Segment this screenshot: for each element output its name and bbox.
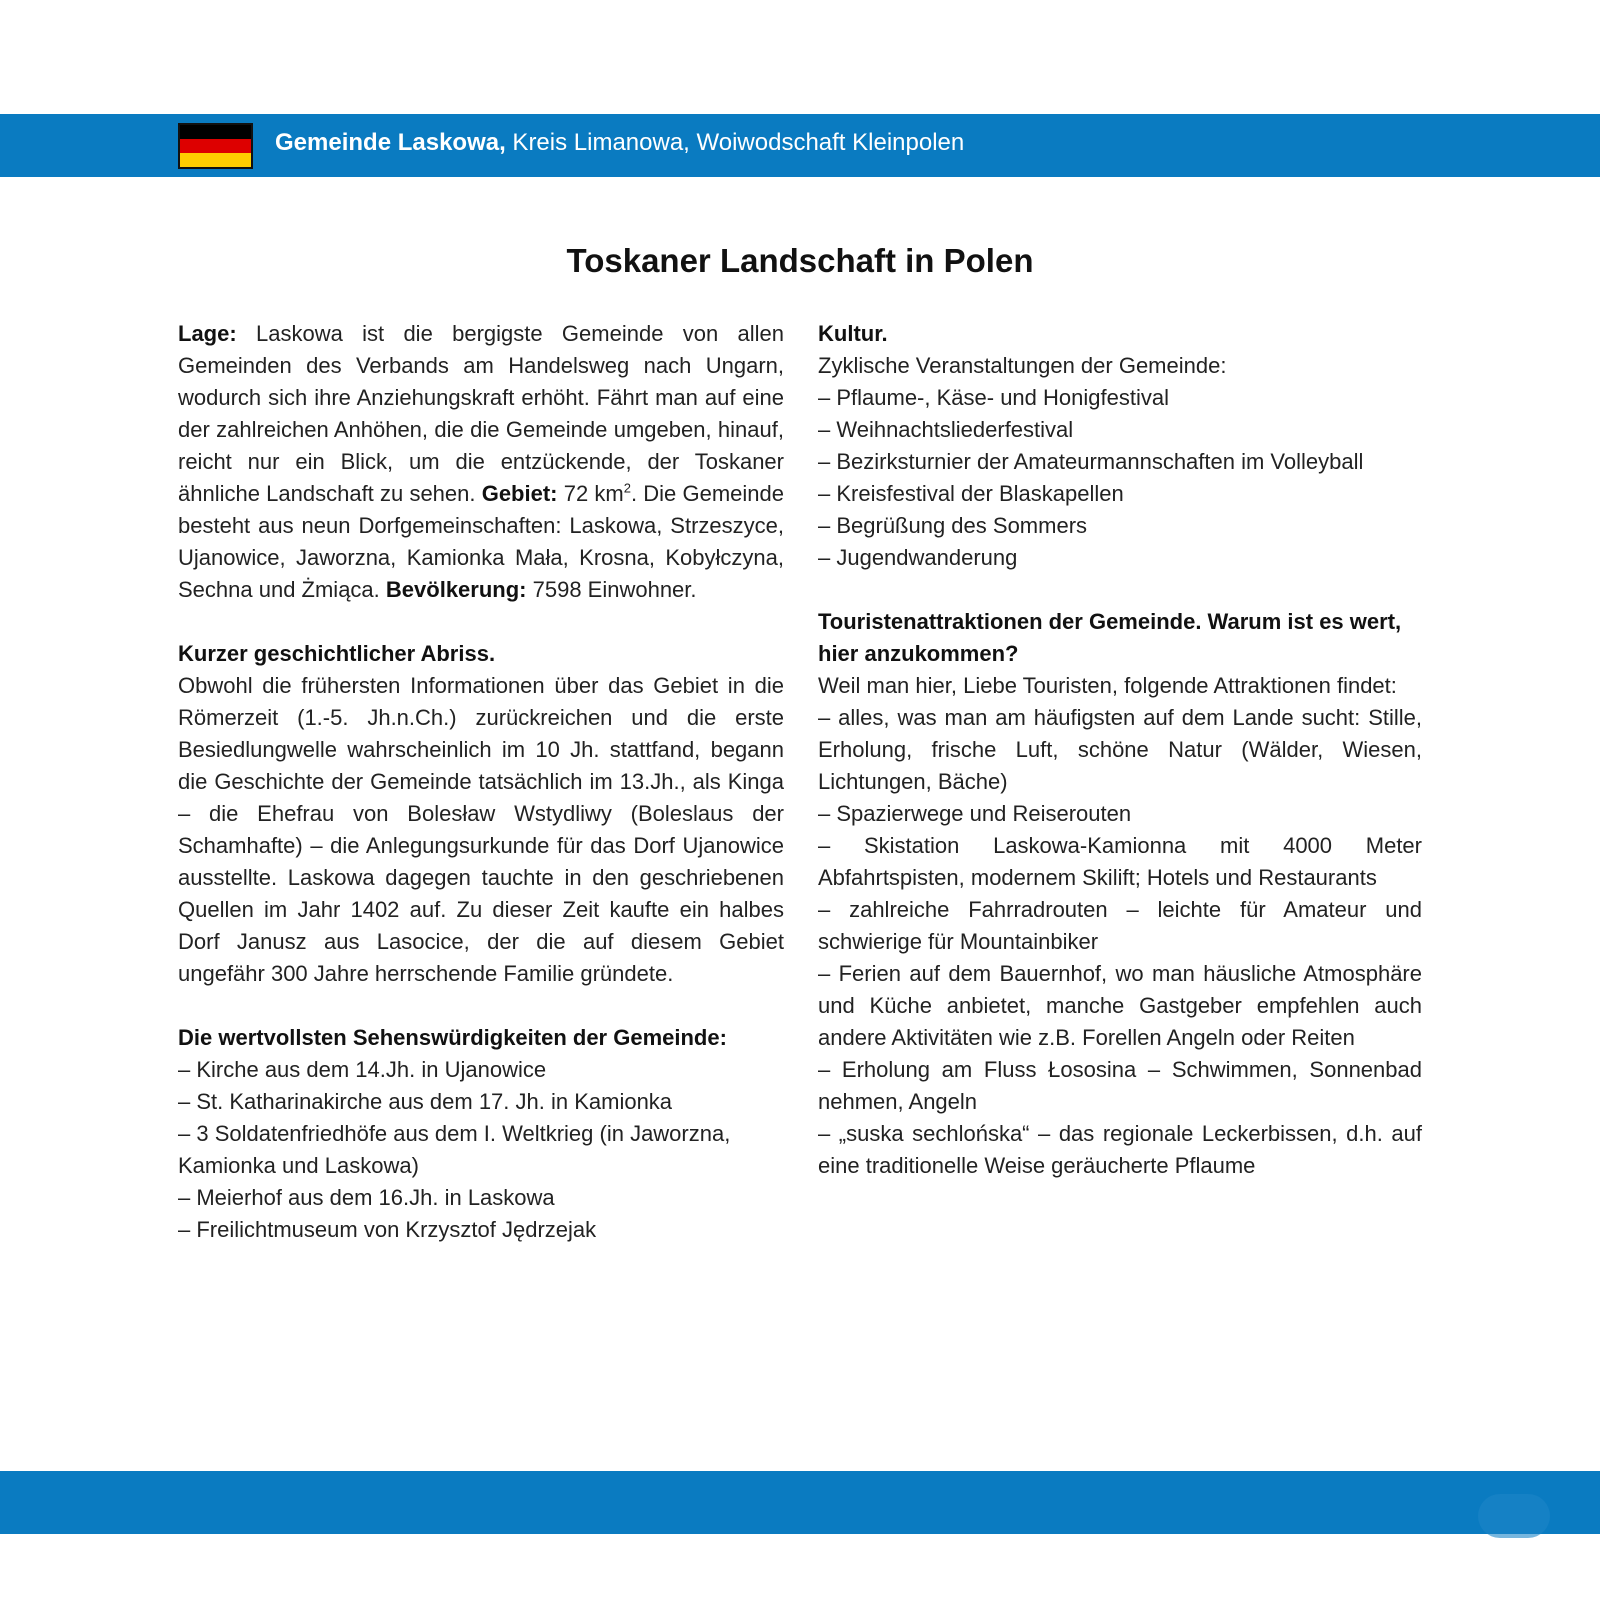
flag-stripe-red	[180, 139, 251, 153]
location-label: Lage:	[178, 321, 237, 346]
left-column	[178, 318, 784, 1246]
list-item: – Kreisfestival der Blaskapellen	[818, 481, 1124, 506]
population-label: Bevölkerung:	[385, 577, 527, 602]
location-paragraph	[178, 318, 784, 606]
list-item: – Begrüßung des Sommers	[818, 513, 1088, 538]
list-item: – 3 Soldatenfriedhöfe aus dem I. Weltkrieg (in Jaworzna, Kamionka und Laskowa)	[178, 1121, 731, 1178]
tourist-intro: Weil man hier, Liebe Touristen, folgende Attraktionen findet:	[818, 673, 1397, 698]
right-column	[818, 318, 1422, 1182]
list-item: – Kirche aus dem 14.Jh. in Ujanowice	[178, 1057, 547, 1082]
list-item: – Spazierwege und Reiserouten	[818, 801, 1132, 826]
area-text: . Die Gemeinde besteht aus neun Dorfgemeinschaften: Laskowa, Strzeszyce, Ujanowice, Jaworzna, Kamionka Mała, Krosna, Kobyłczyna, Sechna und Żmiąca.	[178, 481, 784, 602]
sights-heading: Die wertvollsten Sehenswürdigkeiten der Gemeinde:	[178, 1025, 727, 1050]
list-item: – St. Katharinakirche aus dem 17. Jh. in Kamionka	[178, 1089, 673, 1114]
population-text: 7598 Einwohner.	[526, 577, 697, 602]
area-value: 72 km	[557, 481, 624, 506]
list-item: – „suska sechlońska“ – das regionale Leckerbissen, d.h. auf eine traditionelle Weise geräucherte Pflaume	[818, 1121, 1422, 1178]
list-item: – alles, was man am häufigsten auf dem Lande sucht: Stille, Erholung, frische Luft, schöne Natur (Wälder, Wiesen, Lichtungen, Bäche)	[818, 705, 1422, 794]
list-item: – Freilichtmuseum von Krzysztof Jędrzejak	[178, 1217, 597, 1242]
german-flag-icon	[178, 123, 253, 169]
area-label: Gebiet:	[481, 481, 558, 506]
header-title	[275, 129, 964, 157]
culture-intro: Zyklische Veranstaltungen der Gemeinde:	[818, 353, 1227, 378]
list-item: – Weihnachtsliederfestival	[818, 417, 1074, 442]
list-item: – Pflaume-, Käse- und Honigfestival	[818, 385, 1169, 410]
list-item: – Meierhof aus dem 16.Jh. in Laskowa	[178, 1185, 555, 1210]
list-item: – Bezirksturnier der Amateurmannschaften im Volleyball	[818, 449, 1364, 474]
history-heading: Kurzer geschichtlicher Abriss.	[178, 641, 496, 666]
history-text: Obwohl die frühersten Informationen über das Gebiet in die Römerzeit (1.-5. Jh.n.Ch.) zurückreichen und die erste Besiedlungwelle wahrscheinlich im 10 Jh. stattfand, begann die Geschichte der Gemeinde tatsächlich im 13.Jh., als Kinga – die Ehefrau von Bolesław Wstydliwy (Boleslaus der Schamhafte) – die Anlegungsurkunde für das Dorf Ujanowice ausstellte. Laskowa dagegen tauchte in den geschriebenen Quellen im Jahr 1402 auf. Zu dieser Zeit kaufte ein halbes Dorf Janusz aus Lasocice, der die auf diesem Gebiet ungefähr 300 Jahre herrschende Familie gründete.	[178, 673, 784, 986]
list-item: – zahlreiche Fahrradrouten – leichte für Amateur und schwierige für Mountainbiker	[818, 897, 1422, 954]
header-region: Kreis Limanowa, Woiwodschaft Kleinpolen	[505, 129, 965, 156]
header-bar	[0, 114, 1600, 177]
tourist-heading: Touristenattraktionen der Gemeinde. Warum ist es wert, hier anzukommen?	[818, 609, 1402, 666]
list-item: – Skistation Laskowa-Kamionna mit 4000 Meter Abfahrtspisten, modernem Skilift; Hotels und Restaurants	[818, 833, 1422, 890]
page-corner-mark	[1478, 1494, 1550, 1538]
culture-heading: Kultur.	[818, 321, 888, 346]
flag-stripe-black	[180, 125, 251, 139]
list-item: – Ferien auf dem Bauernhof, wo man häusliche Atmosphäre und Küche anbietet, manche Gastgeber empfehlen auch andere Aktivitäten wie z.B. Forellen Angeln oder Reiten	[818, 961, 1422, 1050]
header-municipality: Gemeinde Laskowa,	[275, 129, 506, 156]
list-item: – Jugendwanderung	[818, 545, 1018, 570]
list-item: – Erholung am Fluss Łososina – Schwimmen, Sonnenbad nehmen, Angeln	[818, 1057, 1422, 1114]
location-text: Laskowa ist die bergigste Gemeinde von allen Gemeinden des Verbands am Handelsweg nach Ungarn, wodurch sich ihre Anziehungskraft erhöht. Fährt man auf eine der zahlreichen Anhöhen, die die Gemeinde umgeben, hinauf, reicht nur ein Blick, um die entzückende, der Toskaner ähnliche Landschaft zu sehen.	[178, 321, 784, 506]
flag-stripe-gold	[180, 153, 251, 167]
page-title: Toskaner Landschaft in Polen	[566, 242, 1034, 279]
footer-bar	[0, 1471, 1600, 1534]
area-unit-superscript: 2	[623, 480, 631, 496]
